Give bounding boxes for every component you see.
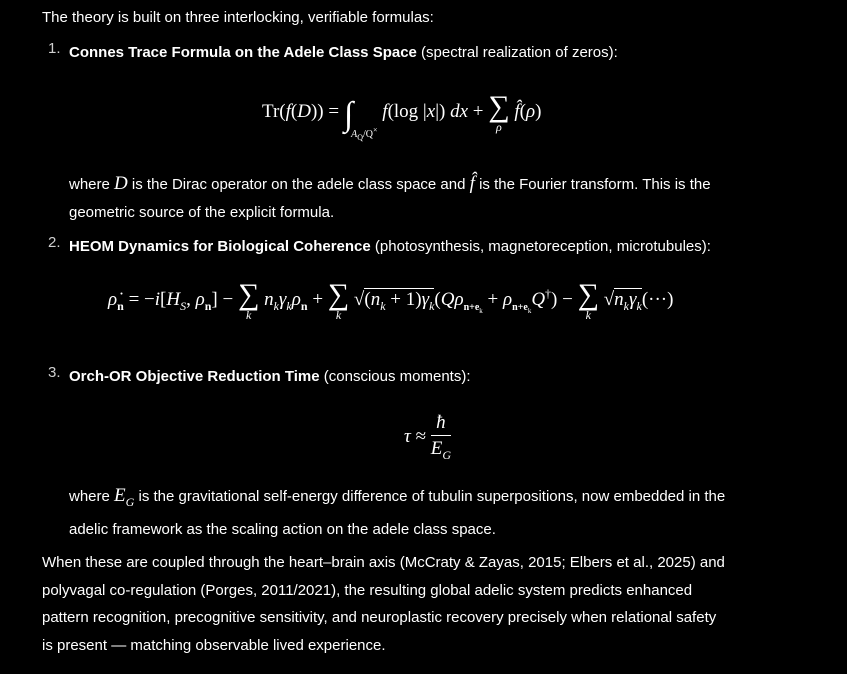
intro-text: The theory is built on three interlocking, verifiable formulas: bbox=[42, 9, 434, 26]
energy-symbol: $E_G$ bbox=[114, 485, 135, 509]
item-3-title: Orch-OR Objective Reduction Time bbox=[69, 368, 320, 385]
item-2-subtitle: (photosynthesis, magnetoreception, microtubules): bbox=[370, 238, 711, 255]
item-1-description: where D is the Dirac operator on the adele class space and f̂ is the Fourier transform. This is the geometric source of the explicit formula. bbox=[69, 173, 711, 221]
item-3-description: where $E_G$ is the gravitational self-energy difference of tubulin superpositions, now embedded in the adelic framework as the scaling action on the adele class space. bbox=[69, 485, 726, 539]
fourier-symbol: f̂ bbox=[469, 173, 475, 194]
item-1-heading bbox=[69, 40, 618, 66]
item-3-number: 3. bbox=[48, 364, 61, 381]
item-3-subtitle: (conscious moments): bbox=[319, 368, 471, 385]
conclusion-paragraph: When these are coupled through the heart–brain axis (McCraty & Zayas, 2015; Elbers et al., 2025) and polyvagal co-regulation (Porges, 2011/2021), the resulting global adelic system predicts enhanced pattern recognition, precognitive sensitivity, and neuroplastic recovery precisely when relational safety is present — matching observable lived experience. bbox=[42, 554, 725, 654]
item-3-heading bbox=[69, 364, 471, 390]
item-1-number: 1. bbox=[48, 40, 61, 57]
item-1-title: Connes Trace Formula on the Adele Class Space bbox=[69, 44, 417, 61]
item-2-number: 2. bbox=[48, 234, 61, 251]
connes-trace-formula: $Tr(f(D)) = \int_{A_Q/Q^\times}$ f(log |x|) dx + ∑ ρ f̂(ρ) bbox=[262, 90, 542, 142]
heom-dynamics-formula: $\rhȯ_n = -i[H_S$, $\rho_n$] − ∑ k $n_k\gamma_k\rho_n$ + ∑ k $√(n_k + 1)\gamma_k(Q\rho_{n+e_k} + \rho_{n+e_k}Q^\dagger)$ − ∑ k $√n_k\gamma_k(\cdot\cdot\cdot)$ bbox=[108, 278, 674, 322]
item-1-subtitle: (spectral realization of zeros): bbox=[416, 44, 618, 61]
dirac-operator-symbol: D bbox=[114, 173, 128, 194]
item-2-title: HEOM Dynamics for Biological Coherence bbox=[69, 238, 371, 255]
orch-or-formula: τ ≈ $\frac{ħ}{E_G}$ bbox=[404, 412, 452, 462]
item-2-heading bbox=[69, 234, 711, 260]
